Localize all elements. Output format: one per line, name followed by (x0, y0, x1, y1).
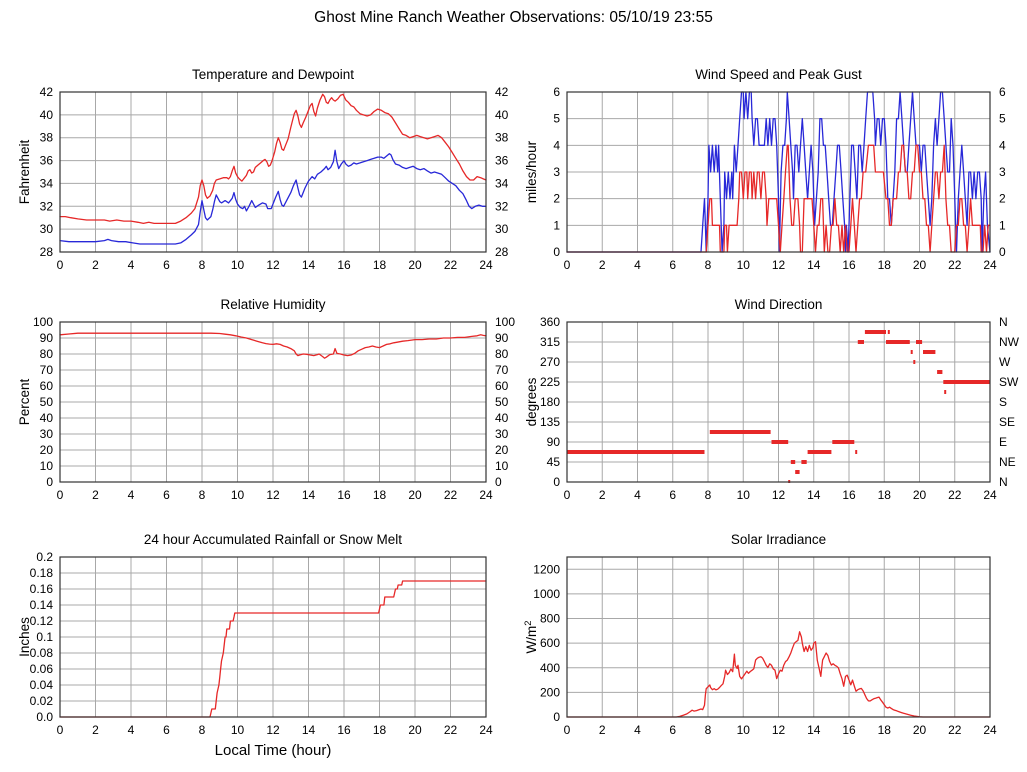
temperature-dewpoint-right-label: 34 (495, 176, 509, 191)
wind-speed-gust-right-label: 1 (999, 218, 1006, 233)
rainfall-xtick-label: 16 (337, 723, 351, 737)
wind-speed-gust-xtick-label: 0 (563, 258, 571, 272)
temperature-dewpoint-xtick-label: 0 (56, 258, 64, 272)
rainfall-ytick-label: 0.06 (29, 662, 53, 676)
wind-speed-gust-ytick-label: 3 (553, 165, 560, 179)
wind-direction-ytick-label: 0 (553, 475, 560, 489)
chart-solar-irradiance (523, 532, 997, 737)
wind-speed-gust-ylabel: miles/hour (524, 140, 539, 204)
relative-humidity-right-label: 50 (495, 395, 509, 409)
wind-direction-ytick-label: 135 (539, 415, 560, 429)
wind-speed-gust-ytick-label: 4 (553, 138, 560, 153)
relative-humidity-ytick-label: 70 (39, 363, 53, 377)
relative-humidity-xtick-label: 20 (408, 488, 422, 502)
wind-speed-gust-xtick-label: 16 (842, 258, 856, 272)
wind-speed-gust-ytick-label: 5 (553, 111, 560, 126)
chart-wind-direction (524, 297, 1020, 502)
temperature-dewpoint-ytick-label: 34 (39, 176, 53, 191)
rainfall-ytick-label: 0.14 (29, 598, 53, 612)
wind-direction-xtick-label: 0 (563, 488, 571, 502)
solar-irradiance-title: Solar Irradiance (730, 532, 827, 547)
solar-irradiance-ytick-label: 400 (539, 660, 560, 675)
wind-direction-right-label: NW (999, 335, 1019, 349)
wind-direction-ytick-label: 45 (546, 455, 560, 469)
relative-humidity-xtick-label: 12 (266, 488, 280, 502)
wind-direction-right-label: E (999, 435, 1008, 449)
temperature-dewpoint-xtick-label: 12 (266, 258, 280, 272)
wind-speed-gust-xtick-label: 14 (807, 258, 821, 272)
wind-direction-xtick-label: 14 (807, 488, 821, 502)
solar-irradiance-xtick-label: 16 (842, 723, 856, 737)
wind-speed-gust-right-label: 5 (999, 111, 1006, 126)
wind-direction-xtick-label: 22 (948, 488, 962, 502)
temperature-dewpoint-ytick-label: 40 (39, 107, 53, 122)
wind-speed-gust-xtick-label: 10 (736, 258, 750, 272)
solar-irradiance-xtick-label: 2 (598, 723, 606, 737)
rainfall-ytick-label: 0.18 (29, 566, 53, 580)
rainfall-xtick-label: 24 (479, 723, 493, 737)
relative-humidity-right-label: 80 (495, 347, 509, 361)
solar-irradiance-xtick-label: 10 (736, 723, 750, 737)
solar-irradiance-xtick-label: 4 (634, 723, 641, 737)
relative-humidity-ytick-label: 20 (39, 443, 53, 457)
solar-irradiance-xtick-label: 0 (563, 723, 571, 737)
relative-humidity-right-label: 90 (495, 331, 509, 345)
temperature-dewpoint-xtick-label: 22 (443, 258, 458, 272)
relative-humidity-right-label: 20 (495, 443, 509, 457)
rainfall-ytick-label: 0.0 (36, 710, 53, 724)
solar-irradiance-ytick-label: 200 (539, 685, 560, 700)
wind-direction-ytick-label: 360 (539, 315, 560, 329)
wind-direction-ytick-label: 180 (539, 395, 560, 409)
temperature-dewpoint-xtick-label: 14 (301, 258, 316, 272)
temperature-dewpoint-ytick-label: 32 (39, 199, 53, 214)
wind-direction-ytick-label: 225 (539, 375, 560, 389)
temperature-dewpoint-xtick-label: 8 (198, 258, 206, 272)
wind-speed-gust-xtick-label: 20 (912, 258, 927, 272)
temperature-dewpoint-right-label: 40 (495, 107, 509, 122)
temperature-dewpoint-ytick-label: 38 (39, 130, 53, 145)
temperature-dewpoint-xtick-label: 20 (408, 258, 422, 272)
temperature-dewpoint-right-label: 42 (495, 85, 509, 99)
wind-direction-ylabel: degrees (524, 377, 539, 427)
wind-direction-xtick-label: 12 (771, 488, 786, 502)
temperature-dewpoint-xtick-label: 2 (92, 258, 99, 272)
wind-direction-right-label: W (999, 355, 1011, 369)
relative-humidity-xtick-label: 22 (443, 488, 458, 502)
solar-irradiance-xtick-label: 22 (948, 723, 962, 737)
relative-humidity-xtick-label: 10 (230, 488, 245, 502)
wind-direction-ytick-label: 315 (539, 335, 560, 349)
relative-humidity-right-label: 70 (495, 363, 509, 377)
wind-direction-title: Wind Direction (734, 297, 823, 312)
solar-irradiance-xtick-label: 24 (983, 723, 997, 737)
temperature-dewpoint-right-label: 30 (495, 222, 509, 237)
solar-irradiance-xtick-label: 18 (877, 723, 891, 737)
solar-irradiance-xtick-label: 8 (704, 723, 712, 737)
temperature-dewpoint-ytick-label: 28 (39, 245, 53, 259)
relative-humidity-ytick-label: 30 (39, 427, 53, 441)
relative-humidity-xtick-label: 4 (127, 488, 135, 502)
rainfall-ytick-label: 0.08 (29, 646, 53, 660)
relative-humidity-title: Relative Humidity (220, 297, 326, 312)
wind-direction-right-label: S (999, 395, 1008, 409)
relative-humidity-ytick-label: 90 (39, 331, 53, 345)
temperature-dewpoint-right-label: 28 (495, 245, 509, 259)
wind-speed-gust-right-label: 4 (999, 138, 1006, 153)
temperature-dewpoint-xtick-label: 10 (230, 258, 245, 272)
rainfall-ytick-label: 0.2 (36, 550, 53, 564)
chart-wind-speed-gust (524, 67, 1006, 272)
relative-humidity-xtick-label: 24 (479, 488, 493, 502)
wind-direction-xtick-label: 2 (598, 488, 606, 502)
wind-speed-gust-ytick-label: 1 (553, 218, 560, 233)
relative-humidity-xtick-label: 0 (56, 488, 64, 502)
rainfall-ytick-label: 0.1 (36, 630, 53, 644)
wind-speed-gust-xtick-label: 2 (598, 258, 606, 272)
solar-irradiance-xtick-label: 20 (912, 723, 927, 737)
wind-direction-xtick-label: 4 (634, 488, 641, 502)
wind-direction-xtick-label: 16 (842, 488, 856, 502)
solar-irradiance-xtick-label: 14 (807, 723, 821, 737)
temperature-dewpoint-xtick-label: 4 (127, 258, 135, 272)
rainfall-ytick-label: 0.04 (29, 678, 53, 692)
relative-humidity-ytick-label: 100 (32, 315, 53, 329)
wind-speed-gust-right-label: 3 (999, 165, 1006, 179)
wind-direction-right-label: N (999, 315, 1008, 329)
rainfall-xtick-label: 10 (230, 723, 245, 737)
relative-humidity-ytick-label: 40 (39, 411, 53, 425)
temperature-dewpoint-xtick-label: 16 (337, 258, 351, 272)
relative-humidity-ytick-label: 50 (39, 395, 53, 409)
rainfall-ytick-label: 0.16 (29, 582, 53, 596)
wind-direction-ytick-label: 90 (546, 435, 560, 449)
rainfall-ylabel: Inches (17, 617, 32, 657)
wind-direction-right-label: SW (999, 375, 1019, 389)
rainfall-xlabel: Local Time (hour) (214, 742, 332, 759)
relative-humidity-right-label: 10 (495, 459, 509, 473)
relative-humidity-ytick-label: 80 (39, 347, 53, 361)
relative-humidity-right-label: 0 (495, 475, 502, 489)
rainfall-xtick-label: 22 (443, 723, 458, 737)
rainfall-xtick-label: 14 (301, 723, 316, 737)
relative-humidity-xtick-label: 18 (372, 488, 387, 502)
relative-humidity-xtick-label: 2 (92, 488, 99, 502)
relative-humidity-ytick-label: 0 (46, 475, 53, 489)
wind-direction-xtick-label: 10 (736, 488, 750, 502)
temperature-dewpoint-right-label: 32 (495, 199, 509, 214)
wind-speed-gust-title: Wind Speed and Peak Gust (695, 67, 862, 82)
wind-speed-gust-right-label: 2 (999, 191, 1006, 206)
solar-irradiance-ytick-label: 1000 (533, 586, 560, 601)
temperature-dewpoint-title: Temperature and Dewpoint (191, 67, 355, 82)
wind-speed-gust-xtick-label: 22 (948, 258, 962, 272)
wind-speed-gust-right-label: 0 (999, 245, 1006, 259)
temperature-dewpoint-right-label: 38 (495, 130, 509, 145)
wind-speed-gust-right-label: 6 (999, 85, 1006, 99)
wind-speed-gust-xtick-label: 24 (983, 258, 997, 272)
temperature-dewpoint-ytick-label: 30 (39, 222, 53, 237)
solar-irradiance-xtick-label: 6 (669, 723, 677, 737)
chart-rainfall (17, 532, 493, 759)
wind-direction-xtick-label: 24 (983, 488, 997, 502)
rainfall-xtick-label: 6 (163, 723, 170, 737)
rainfall-xtick-label: 4 (127, 723, 135, 737)
wind-direction-right-label: SE (999, 415, 1016, 429)
wind-direction-xtick-label: 8 (704, 488, 712, 502)
wind-direction-ytick-label: 270 (539, 355, 560, 369)
solar-irradiance-ytick-label: 0 (553, 710, 560, 724)
temperature-dewpoint-xtick-label: 18 (372, 258, 387, 272)
wind-speed-gust-xtick-label: 18 (877, 258, 891, 272)
temperature-dewpoint-right-label: 36 (495, 153, 509, 168)
relative-humidity-right-label: 100 (495, 315, 516, 329)
wind-speed-gust-ytick-label: 6 (553, 85, 560, 99)
rainfall-xtick-label: 2 (92, 723, 99, 737)
relative-humidity-ytick-label: 10 (39, 459, 53, 473)
page-title: Ghost Mine Ranch Weather Observations: 05/10/19 23:55 (314, 9, 713, 26)
rainfall-xtick-label: 8 (198, 723, 206, 737)
wind-direction-xtick-label: 18 (877, 488, 891, 502)
relative-humidity-ylabel: Percent (17, 378, 32, 426)
wind-speed-gust-xtick-label: 8 (704, 258, 712, 272)
wind-speed-gust-xtick-label: 12 (771, 258, 786, 272)
relative-humidity-ytick-label: 60 (39, 379, 53, 393)
wind-speed-gust-ytick-label: 2 (553, 191, 560, 206)
temperature-dewpoint-ytick-label: 42 (39, 85, 53, 99)
wind-speed-gust-ytick-label: 0 (553, 245, 560, 259)
temperature-dewpoint-ylabel: Fahrenheit (17, 139, 32, 205)
rainfall-xtick-label: 20 (408, 723, 422, 737)
relative-humidity-right-label: 30 (495, 427, 509, 441)
relative-humidity-xtick-label: 8 (198, 488, 206, 502)
solar-irradiance-xtick-label: 12 (771, 723, 786, 737)
chart-temperature-dewpoint (17, 67, 509, 272)
temperature-dewpoint-xtick-label: 24 (479, 258, 493, 272)
relative-humidity-xtick-label: 16 (337, 488, 351, 502)
temperature-dewpoint-xtick-label: 6 (163, 258, 170, 272)
rainfall-xtick-label: 12 (266, 723, 280, 737)
wind-speed-gust-xtick-label: 4 (634, 258, 641, 272)
wind-direction-right-label: NE (999, 455, 1016, 469)
wind-direction-xtick-label: 20 (912, 488, 927, 502)
rainfall-ytick-label: 0.12 (29, 614, 53, 628)
rainfall-xtick-label: 0 (56, 723, 64, 737)
solar-irradiance-ylabel: $W/m^2$ (523, 620, 539, 654)
relative-humidity-xtick-label: 14 (301, 488, 316, 502)
temperature-dewpoint-ytick-label: 36 (39, 153, 53, 168)
wind-direction-right-label: N (999, 475, 1008, 489)
rainfall-ytick-label: 0.02 (29, 694, 53, 708)
chart-relative-humidity (17, 297, 515, 502)
rainfall-title: 24 hour Accumulated Rainfall or Snow Melt (143, 532, 403, 547)
solar-irradiance-ytick-label: 1200 (533, 562, 560, 577)
solar-irradiance-ytick-label: 800 (539, 611, 560, 626)
rainfall-xtick-label: 18 (372, 723, 387, 737)
solar-irradiance-ytick-label: 600 (539, 636, 560, 651)
relative-humidity-right-label: 60 (495, 379, 509, 393)
wind-direction-xtick-label: 6 (669, 488, 677, 502)
relative-humidity-right-label: 40 (495, 411, 509, 425)
wind-speed-gust-xtick-label: 6 (669, 258, 677, 272)
relative-humidity-xtick-label: 6 (163, 488, 170, 502)
